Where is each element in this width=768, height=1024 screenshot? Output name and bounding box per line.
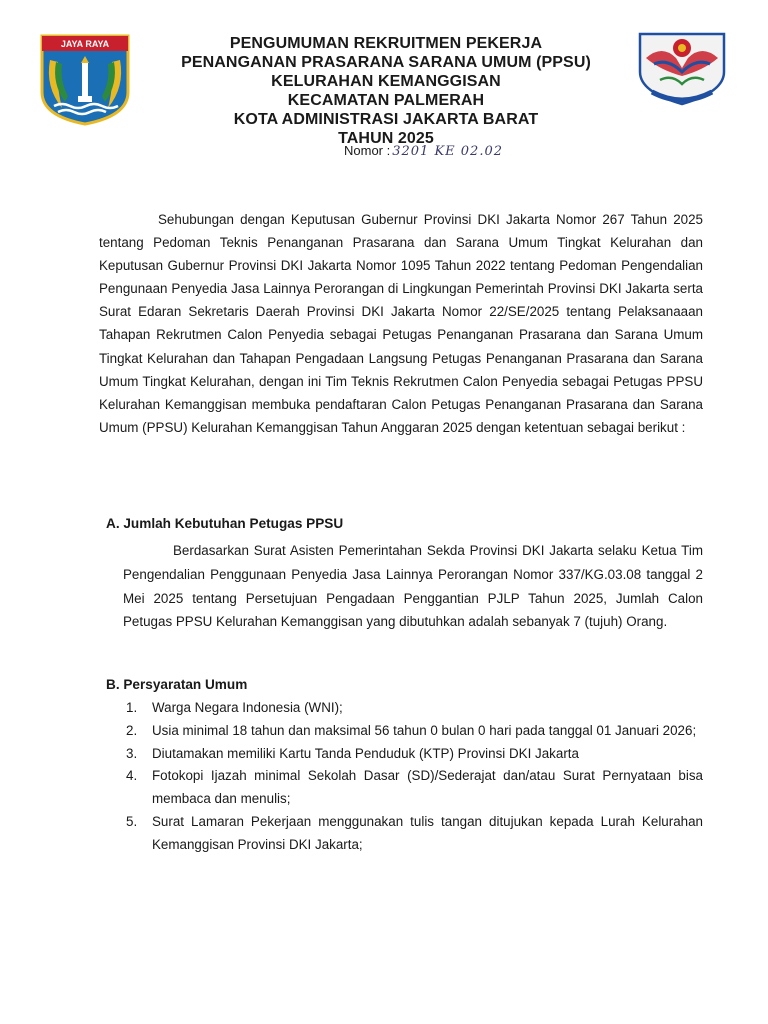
document-number xyxy=(344,143,503,159)
list-item-number: 4. xyxy=(126,768,138,784)
header-line-year: TAHUN 2025 xyxy=(338,130,434,147)
header-line-program: PENANGANAN PRASARANA SARANA UMUM (PPSU) xyxy=(181,54,591,71)
header-line-kecamatan: KECAMATAN PALMERAH xyxy=(287,92,485,109)
list-item-text: Diutamakan memiliki Kartu Tanda Penduduk (KTP) Provinsi DKI Jakarta xyxy=(152,745,579,761)
list-item xyxy=(123,720,703,743)
document-number-handwritten: 3201 KE 02.02 xyxy=(392,144,504,159)
list-item-number: 1. xyxy=(126,700,138,715)
list-item xyxy=(123,743,703,766)
section-a-paragraph: Berdasarkan Surat Asisten Pemerintahan Sekda Provinsi DKI Jakarta selaku Ketua Tim Pengendalian Penggunaan Penyedia Jasa Lainnya Perorangan Nomor 337/KG.03.08 tanggal 2 Mei 2025 tentang Persetujuan Pengadaan Penggantian PJLP Tahun 2025, Jumlah Calon Petugas PPSU Kelurahan Kemanggisan yang dibutuhkan adalah sebanyak 7 (tujuh) Orang. xyxy=(123,543,703,630)
list-item-number: 5. xyxy=(126,813,138,829)
section-a-title: A. Jumlah Kebutuhan Petugas PPSU xyxy=(106,516,344,531)
requirements-list xyxy=(123,697,703,857)
list-item-number: 3. xyxy=(126,745,138,761)
intro-paragraph: Sehubungan dengan Keputusan Gubernur Provinsi DKI Jakarta Nomor 267 Tahun 2025 tentang Pedoman Teknis Penanganan Prasarana dan Sarana Umum Tingkat Kelurahan dan Keputusan Gubernur Provinsi DKI Jakarta Nomor 1095 Tahun 2022 tentang Pedoman Pengendalian Pengunaan Penyedia Jasa Lainnya Perorangan di Lingkungan Pemerintah Provinsi DKI Jakarta serta Surat Edaran Sekretaris Daerah Provinsi DKI Jakarta Nomor 22/SE/2025 tentang Pelaksanaaan Tahapan Rekrutmen Calon Penyedia sebagai Petugas Penanganan Prasarana dan Sarana Umum Tingkat Kelurahan dan Tahapan Pengadaan Langsung Petugas Penanganan Prasarana dan Sarana Umum Tingkat Kelurahan, dengan ini Tim Teknis Rekrutmen Calon Penyedia sebagai Petugas PPSU Kelurahan Kemanggisan membuka pendaftaran Calon Petugas Penanganan Prasarana dan Sarana Umum (PPSU) Kelurahan Kemanggisan Tahun Anggaran 2025 dengan ketentuan sebagai berikut : xyxy=(99,212,703,435)
document-number-label: Nomor : xyxy=(344,143,391,158)
list-item xyxy=(123,811,703,857)
header-line-announcement: PENGUMUMAN REKRUITMEN PEKERJA xyxy=(229,35,543,52)
list-item-text: Usia minimal 18 tahun dan maksimal 56 tahun 0 bulan 0 hari pada tanggal 01 Januari 2026; xyxy=(152,722,697,738)
list-item xyxy=(123,697,703,720)
dki-jakarta-emblem-icon xyxy=(38,32,132,126)
emblem-banner-text: JAYA RAYA xyxy=(60,39,110,49)
jakarta-barat-emblem-icon xyxy=(632,28,732,108)
list-item-number: 2. xyxy=(126,722,138,738)
section-b-title: B. Persyaratan Umum xyxy=(106,677,248,692)
list-item-text: Fotokopi Ijazah minimal Sekolah Dasar (SD)/Sederajat dan/atau Surat Pernyataan bisa membaca dan menulis; xyxy=(152,768,703,807)
header-line-kota: KOTA ADMINISTRASI JAKARTA BARAT xyxy=(233,111,539,128)
header-line-kelurahan: KELURAHAN KEMANGGISAN xyxy=(271,73,501,90)
list-item xyxy=(123,765,703,811)
document-header xyxy=(140,34,632,148)
list-item-text: Warga Negara Indonesia (WNI); xyxy=(152,700,343,715)
list-item-text: Surat Lamaran Pekerjaan menggunakan tulis tangan ditujukan kepada Lurah Kelurahan Kemanggisan Provinsi DKI Jakarta; xyxy=(152,813,703,852)
